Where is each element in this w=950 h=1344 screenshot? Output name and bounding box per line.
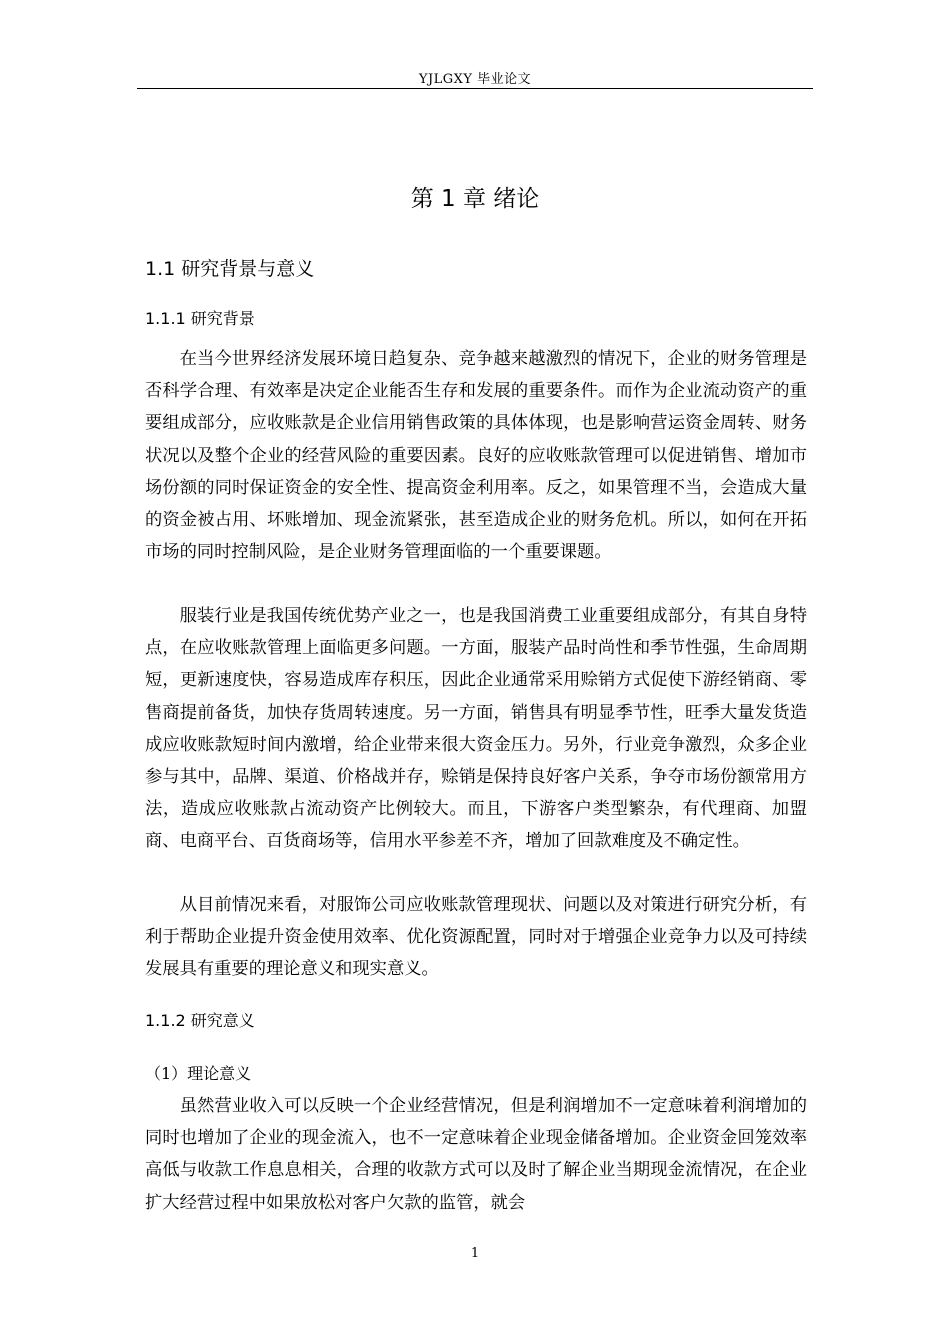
paragraph: 虽然营业收入可以反映一个企业经营情况，但是利润增加不一定意味着利润增加的同时也增加了企业的现金流入，也不一定意味着企业现金储备增加。企业资金回笼效率高低与收款工作息息相关，合理的收款方式可以及时了解企业当期现金流情况，在企业扩大经营过程中如果放松对客户欠款的监管，就会 bbox=[145, 1096, 807, 1213]
section-heading: 1.1 研究背景与意义 bbox=[145, 258, 315, 280]
chapter-title: 第 1 章 绪论 bbox=[410, 186, 540, 212]
subsection-heading-significance: 1.1.2 研究意义 bbox=[145, 1011, 255, 1030]
paragraph: 从目前情况来看，对服饰公司应收账款管理现状、问题以及对策进行研究分析，有利于帮助企业提升资金使用效率、优化资源配置，同时对于增强企业竞争力以及可持续发展具有重要的理论意义和现实意义。 bbox=[145, 895, 807, 980]
page-number: 1 bbox=[470, 1246, 480, 1261]
paragraph: 服装行业是我国传统优势产业之一，也是我国消费工业重要组成部分，有其自身特点，在应收账款管理上面临更多问题。一方面，服装产品时尚性和季节性强，生命周期短，更新速度快，容易造成库存积压，因此企业通常采用赊销方式促使下游经销商、零售商提前备货，加快存货周转速度。另一方面，销售具有明显季节性，旺季大量发货造成应收账款短时间内激增，给企业带来很大资金压力。另外，行业竞争激烈，众多企业参与其中，品牌、渠道、价格战并存，赊销是保持良好客户关系，争夺市场份额常用方法，造成应收账款占流动资产比例较大。而且，下游客户类型繁杂，有代理商、加盟商、电商平台、百货商场等，信用水平参差不齐，增加了回款难度及不确定性。 bbox=[145, 606, 807, 852]
item-heading-theory: （1）理论意义 bbox=[145, 1064, 252, 1083]
header-divider bbox=[137, 88, 813, 89]
running-header: YJLGXY 毕业论文 bbox=[418, 72, 532, 87]
paragraph: 在当今世界经济发展环境日趋复杂、竞争越来越激烈的情况下，企业的财务管理是否科学合理、有效率是决定企业能否生存和发展的重要条件。而作为企业流动资产的重要组成部分，应收账款是企业信用销售政策的具体体现，也是影响营运资金周转、财务状况以及整个企业的经营风险的重要因素。良好的应收账款管理可以促进销售、增加市场份额的同时保证资金的安全性、提高资金利用率。反之，如果管理不当，会造成大量的资金被占用、坏账增加、现金流紧张，甚至造成企业的财务危机。所以，如何在开拓市场的同时控制风险，是企业财务管理面临的一个重要课题。 bbox=[145, 349, 807, 563]
subsection-heading-background: 1.1.1 研究背景 bbox=[145, 309, 255, 328]
